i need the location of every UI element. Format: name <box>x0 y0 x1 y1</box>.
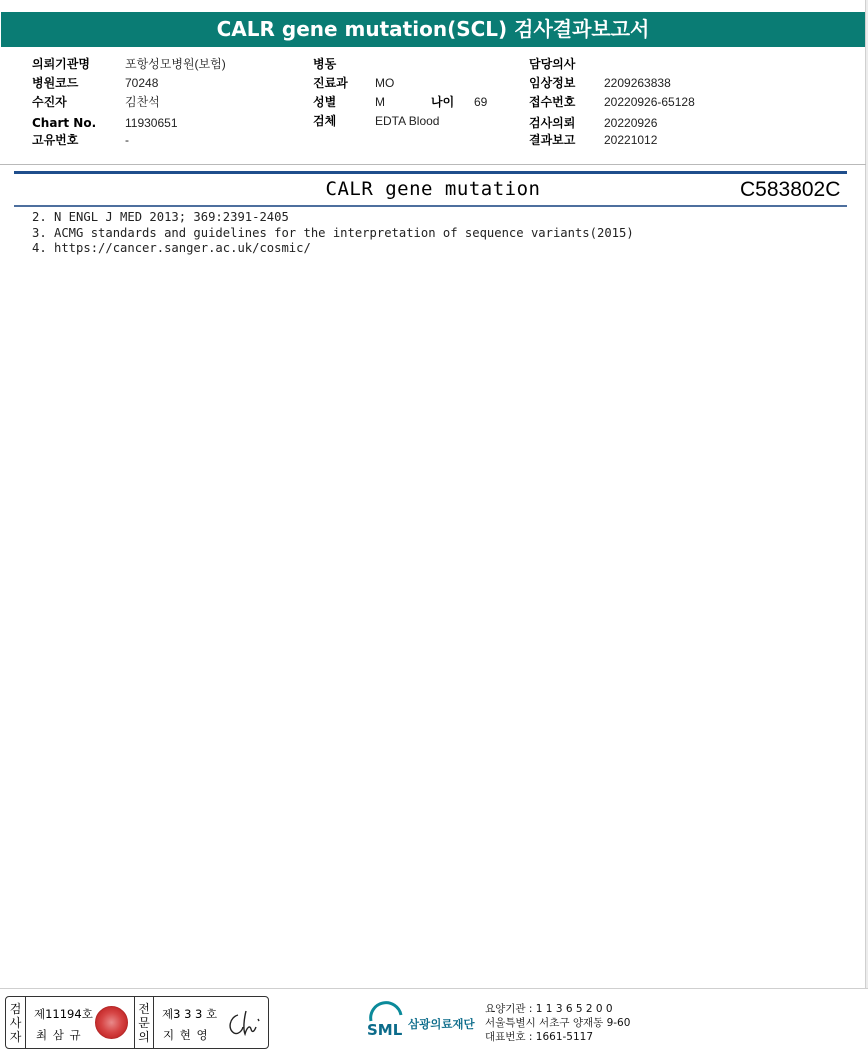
hospital-code-value: 70248 <box>125 76 159 90</box>
sex-value: M <box>375 95 385 109</box>
request-value: 20220926 <box>604 116 658 130</box>
receipt-value: 20220926-65128 <box>604 95 695 109</box>
clinical-value: 2209263838 <box>604 76 671 90</box>
section-code: C583802C <box>740 178 841 201</box>
specialist-label-char: 전 <box>138 1001 150 1016</box>
chart-value: 11930651 <box>125 116 178 130</box>
unique-label: 고유번호 <box>32 133 79 147</box>
specialist-license: 제3 3 3 호 <box>162 1007 218 1021</box>
reference-item: 4. https://cancer.sanger.ac.uk/cosmic/ <box>32 241 311 255</box>
header-divider <box>0 164 866 165</box>
section-bottom-rule <box>14 205 847 207</box>
examiner-label-char: 검 <box>9 1001 22 1016</box>
dept-value: MO <box>375 76 395 90</box>
section-title: CALR gene mutation <box>325 178 541 200</box>
official-seal-icon <box>95 1006 128 1039</box>
institution-label: 의뢰기관명 <box>32 57 90 71</box>
reference-list <box>32 210 634 257</box>
report-date-label: 결과보고 <box>529 133 576 147</box>
specialist-name: 지 현 영 <box>163 1028 209 1042</box>
examiner-label-char: 사 <box>9 1015 22 1030</box>
handwritten-signature-icon <box>224 1007 262 1039</box>
examiner-label-char: 자 <box>9 1029 22 1044</box>
examiner-name: 최 삼 규 <box>36 1028 82 1042</box>
receipt-label: 접수번호 <box>529 95 576 109</box>
age-label: 나이 <box>431 95 455 109</box>
reference-item: 3. ACMG standards and guidelines for the interpretation of sequence variants(2015) <box>32 225 634 240</box>
organization-info <box>485 1002 630 1044</box>
clinical-label: 임상정보 <box>529 76 576 90</box>
patient-value: 김찬석 <box>125 95 160 109</box>
svg-text:SML: SML <box>367 1021 403 1039</box>
report-title: CALR gene mutation(SCL) 검사결과보고서 <box>1 12 865 47</box>
organization-code: 요양기관 : 1 1 3 6 5 2 0 0 <box>485 1003 613 1015</box>
sex-label: 성별 <box>313 95 337 109</box>
specimen-label: 검체 <box>313 114 337 128</box>
doctor-label: 담당의사 <box>529 57 576 71</box>
chart-label: Chart No. <box>32 116 97 130</box>
specialist-vertical-label <box>134 997 154 1048</box>
specimen-value: EDTA Blood <box>375 114 440 128</box>
specialist-label-char: 문 <box>138 1015 150 1030</box>
unique-value: - <box>125 133 129 147</box>
patient-label: 수진자 <box>32 95 67 109</box>
dept-label: 진료과 <box>313 76 348 90</box>
organization-name: 삼광의료재단 <box>408 1017 475 1031</box>
age-value: 69 <box>474 95 488 109</box>
request-label: 검사의뢰 <box>529 116 576 130</box>
hospital-code-label: 병원코드 <box>32 76 79 90</box>
examiner-license: 제11194호 <box>34 1007 93 1021</box>
reference-item: 2. N ENGL J MED 2013; 369:2391-2405 <box>32 210 289 224</box>
section-top-rule <box>14 171 847 174</box>
specialist-label-char: 의 <box>138 1029 150 1044</box>
institution-value: 포항성모병원(보험) <box>125 57 226 71</box>
examiner-vertical-label <box>6 997 26 1048</box>
organization-phone: 대표번호 : 1661-5117 <box>485 1031 594 1043</box>
report-date-value: 20221012 <box>604 133 658 147</box>
ward-label: 병동 <box>313 57 337 71</box>
sml-logo-icon <box>365 1001 407 1041</box>
signature-box <box>5 996 269 1049</box>
report-footer <box>0 988 868 1058</box>
organization-address: 서울특별시 서초구 양재동 9-60 <box>485 1017 631 1029</box>
